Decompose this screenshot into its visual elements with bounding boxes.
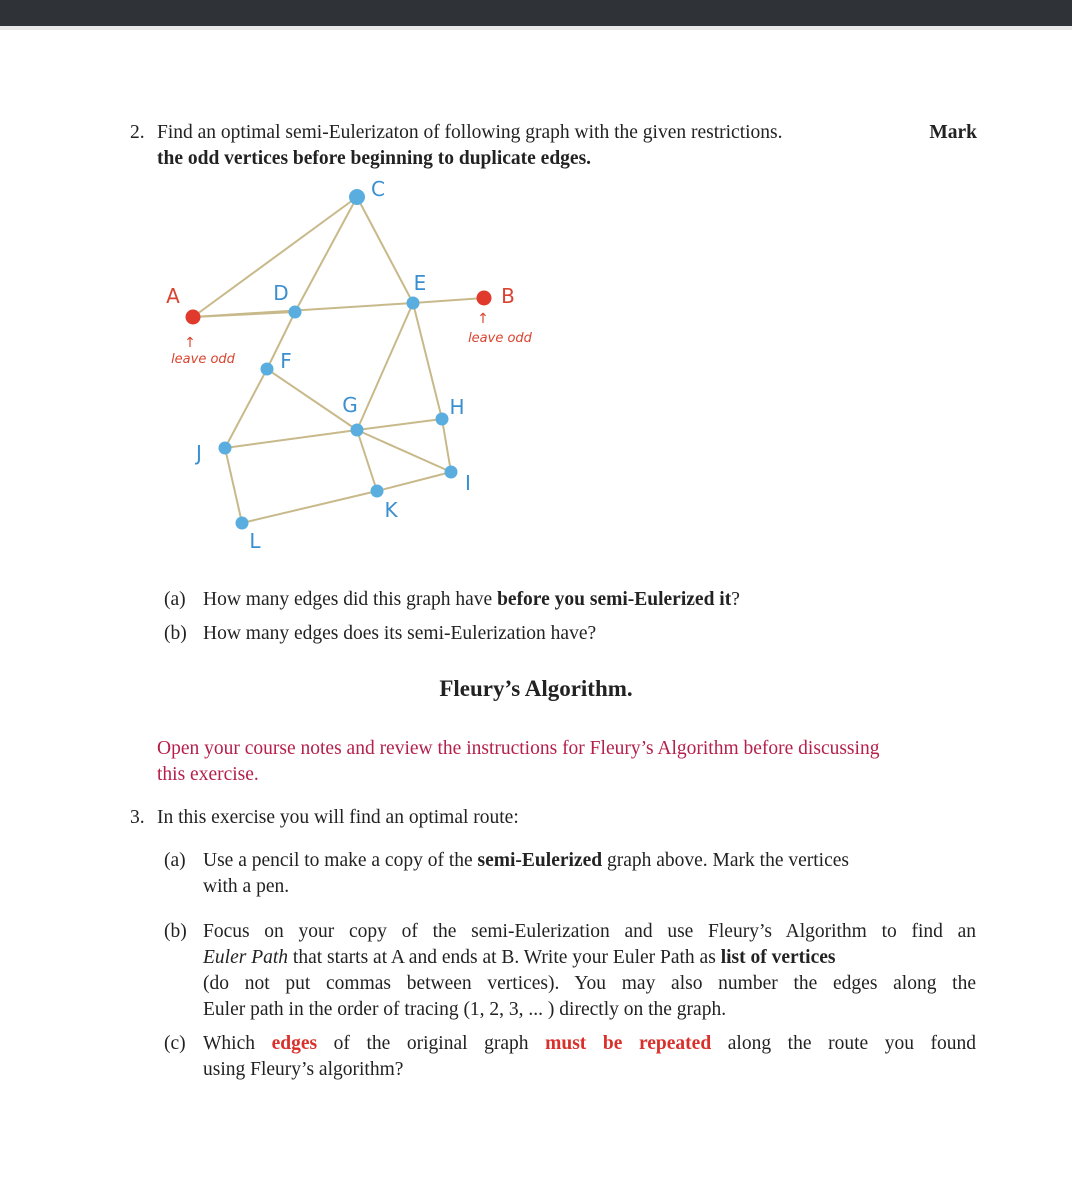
vertex-label-E: E bbox=[413, 271, 427, 295]
q3b-bold: list of vertices bbox=[720, 947, 836, 968]
edge-K-L bbox=[242, 491, 377, 523]
q2-bold-instruction: the odd vertices before beginning to duplicate edges. bbox=[157, 148, 592, 169]
annotation-leave-odd-A: leave odd bbox=[171, 352, 235, 367]
vertex-label-L: L bbox=[249, 529, 261, 553]
q3c-label: (c) bbox=[164, 1033, 186, 1054]
q3c-t2: of the original graph bbox=[333, 1033, 529, 1054]
edge-G-I bbox=[357, 430, 451, 472]
vertex-H bbox=[436, 413, 449, 426]
q3c-red-edges: edges bbox=[271, 1033, 318, 1054]
q3b-line2 bbox=[203, 945, 976, 971]
course-note bbox=[157, 736, 977, 788]
graph-figure bbox=[140, 175, 570, 560]
q2a-text-1: How many edges did this graph have bbox=[203, 589, 493, 610]
edge-I-K bbox=[377, 472, 451, 491]
q3c-text bbox=[203, 1031, 976, 1083]
vertex-E bbox=[407, 297, 420, 310]
course-note-line2: this exercise. bbox=[157, 764, 259, 785]
q2-text: Find an optimal semi-Eulerizaton of following graph with the given restrictions. bbox=[157, 122, 783, 143]
vertex-D bbox=[289, 306, 302, 319]
q2a-text bbox=[203, 587, 740, 613]
q3c-t3: along the route you found bbox=[727, 1033, 977, 1054]
top-bar bbox=[0, 0, 1072, 26]
vertex-label-F: F bbox=[280, 349, 292, 373]
vertex-label-G: G bbox=[342, 393, 358, 417]
q2-bold-mark: Mark bbox=[929, 122, 977, 143]
q2-number: 2. bbox=[130, 122, 145, 143]
edge-C-E bbox=[357, 197, 413, 303]
vertex-label-D: D bbox=[273, 281, 289, 305]
q2b-text: How many edges does its semi-Eulerization have? bbox=[203, 623, 597, 644]
edge-D-C bbox=[295, 197, 357, 312]
q2-line2 bbox=[157, 146, 591, 172]
vertex-A bbox=[186, 310, 201, 325]
edge-E-B bbox=[413, 298, 484, 303]
q3b-line3: (do not put commas between vertices). You may also number the edges along the bbox=[203, 973, 976, 994]
q3c-line2: using Fleury’s algorithm? bbox=[203, 1059, 404, 1080]
edge-J-L bbox=[225, 448, 242, 523]
q3a-line2: with a pen. bbox=[203, 876, 290, 897]
q2a-label: (a) bbox=[164, 589, 186, 610]
annotation-leave-odd-B: leave odd bbox=[468, 331, 532, 346]
edge-H-I bbox=[442, 419, 451, 472]
vertex-label-C: C bbox=[371, 177, 385, 201]
vertex-K bbox=[371, 485, 384, 498]
vertex-label-H: H bbox=[449, 395, 465, 419]
q3a-t2: graph above. Mark the vertices bbox=[606, 850, 849, 871]
section-heading: Fleury’s Algorithm. bbox=[439, 676, 633, 701]
vertex-C bbox=[349, 189, 365, 205]
q3a-text bbox=[203, 848, 976, 900]
q3b-line1: Focus on your copy of the semi-Eulerization and use Fleury’s Algorithm to find an bbox=[203, 921, 976, 942]
q3b-italic: Euler Path bbox=[203, 947, 289, 968]
annotation-leave-odd-B-arrow: ↑ bbox=[477, 311, 489, 327]
q3-number: 3. bbox=[130, 807, 145, 828]
edge-E-H bbox=[413, 303, 442, 419]
edge-A-E bbox=[193, 303, 413, 317]
q2-line1 bbox=[157, 120, 977, 146]
vertex-label-K: K bbox=[384, 498, 398, 522]
q3a-label: (a) bbox=[164, 850, 186, 871]
vertex-label-J: J bbox=[196, 441, 202, 465]
annotation-leave-odd-A-arrow: ↑ bbox=[184, 335, 196, 351]
q2a-text-bold: before you semi-Eulerized it bbox=[497, 589, 732, 610]
q3b-label: (b) bbox=[164, 921, 187, 942]
vertex-label-B: B bbox=[501, 284, 515, 308]
q3c-t1: Which bbox=[203, 1033, 255, 1054]
vertex-label-I: I bbox=[465, 471, 471, 495]
vertex-F bbox=[261, 363, 274, 376]
q3a-t1: Use a pencil to make a copy of the bbox=[203, 850, 473, 871]
q3c-red-repeated: must be repeated bbox=[545, 1033, 712, 1054]
vertex-B bbox=[477, 291, 492, 306]
vertex-L bbox=[236, 517, 249, 530]
vertex-label-A: A bbox=[166, 284, 180, 308]
vertex-I bbox=[445, 466, 458, 479]
q2b-label: (b) bbox=[164, 623, 187, 644]
top-bar-shadow bbox=[0, 26, 1072, 30]
edge-G-K bbox=[357, 430, 377, 491]
edge-F-J bbox=[225, 369, 267, 448]
q3b-text bbox=[203, 919, 976, 1023]
vertex-J bbox=[219, 442, 232, 455]
edge-G-J bbox=[225, 430, 357, 448]
edge-G-H bbox=[357, 419, 442, 430]
edge-E-G bbox=[357, 303, 413, 430]
q3b-line4: Euler path in the order of tracing (1, 2, 3, ... ) directly on the graph. bbox=[203, 999, 727, 1020]
q3a-bold: semi-Eulerized bbox=[477, 850, 603, 871]
q3c-line1 bbox=[203, 1031, 976, 1057]
q3a-line1 bbox=[203, 848, 976, 874]
vertex-G bbox=[351, 424, 364, 437]
q3-text: In this exercise you will find an optimal route: bbox=[157, 807, 519, 828]
q2a-text-2: ? bbox=[731, 589, 740, 610]
course-note-line1: Open your course notes and review the instructions for Fleury’s Algorithm before discussing bbox=[157, 738, 880, 759]
q3b-line2-text: that starts at A and ends at B. Write your Euler Path as bbox=[292, 947, 716, 968]
